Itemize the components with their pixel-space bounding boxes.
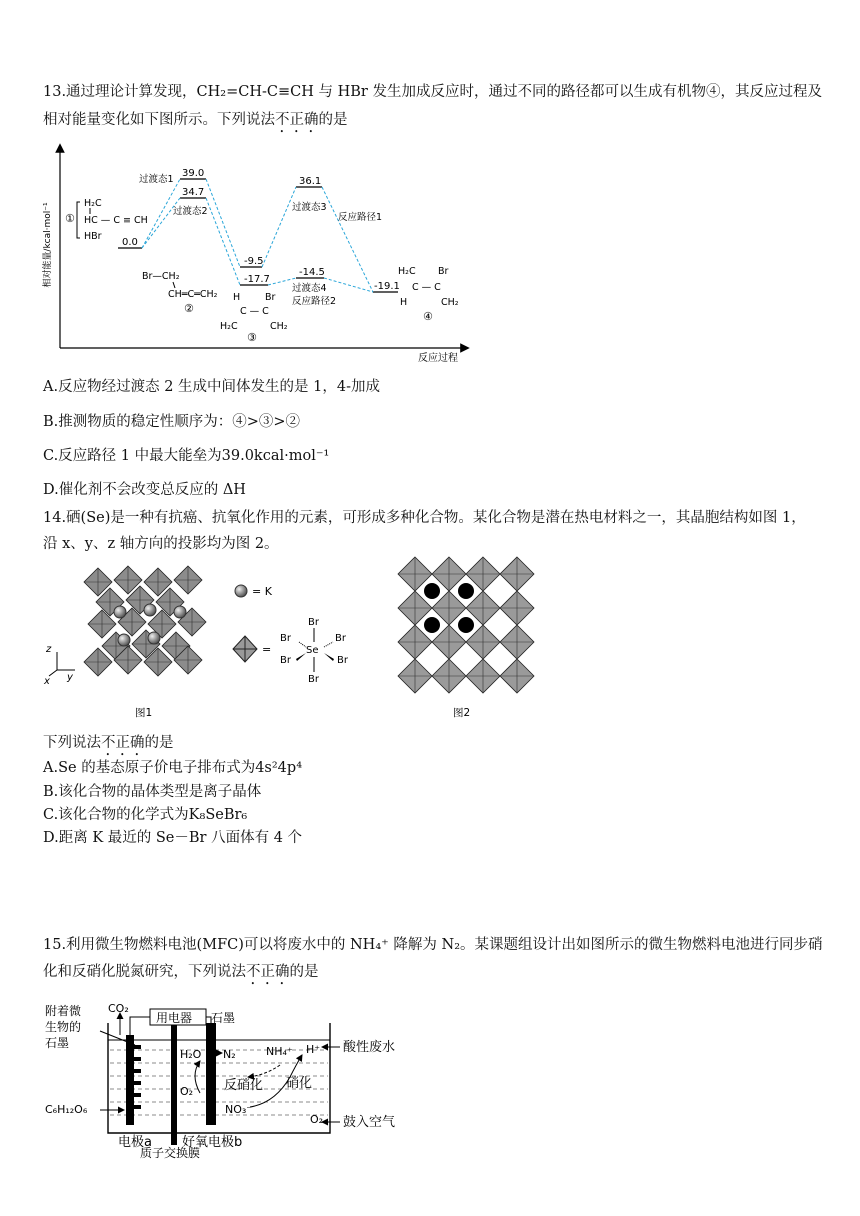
compound4-cc: C — C <box>412 282 441 293</box>
path-ts4-down <box>324 278 373 292</box>
compound2-bottom: CH═C═CH₂ <box>168 289 218 300</box>
reactant-chain: HC — C ≡ CH <box>84 215 148 226</box>
x-axis-label: 反应过程 <box>418 353 458 364</box>
compound4-h2c: H₂C <box>398 266 416 277</box>
q13-stem-line1: 13.通过理论计算发现，CH₂=CH-C≡CH 与 HBr 发生加成反应时，通过不同的路径都可以生成有机物④，其反应过程及 <box>43 84 822 100</box>
compound3-h: H <box>233 292 241 303</box>
y-axis-label: 相对能量/kcal·mol⁻¹ <box>43 202 53 288</box>
q14-option-c: C.该化合物的化学式为K₈SeBr₆ <box>43 807 248 823</box>
k-ion-legend-icon <box>235 585 247 597</box>
hplus-label: H⁺ <box>306 1043 321 1056</box>
path-ts1-down <box>206 179 240 267</box>
label-reactant-1: ① <box>65 212 75 225</box>
q14-option-b: B.该化合物的晶体类型是离子晶体 <box>43 784 262 800</box>
attached-label-2: 生物的 <box>45 1020 82 1034</box>
label-compound-4: ④ <box>423 310 433 323</box>
projected-k-ion <box>458 617 474 633</box>
q13-stem-line2 <box>43 108 348 136</box>
h2o-label: H₂O <box>180 1048 202 1061</box>
q13-option-a: A.反应物经过渡态 2 生成中间体发生的是 1，4-加成 <box>43 379 380 395</box>
value-ts1: 39.0 <box>182 168 205 179</box>
value-ts4: -14.5 <box>299 267 325 278</box>
compound2-top: Br—CH₂ <box>142 271 180 282</box>
compound4-ch2: CH₂ <box>441 297 459 308</box>
svg-text:Br: Br <box>308 617 319 628</box>
o2-b-label: O₂ <box>310 1113 324 1126</box>
legend-eq: = <box>262 643 272 656</box>
label-compound-2: ② <box>184 302 194 315</box>
q15-stem-line2 <box>43 960 319 988</box>
graphite-label: 石墨 <box>211 1011 236 1025</box>
q14-option-a: A.Se 的基态原子价电子排布式为4s²4p⁴ <box>43 760 303 776</box>
co2-label: CO₂ <box>108 1002 129 1015</box>
nitrification-label: 硝化 <box>286 1076 313 1091</box>
n2-label: N₂ <box>223 1048 236 1061</box>
projected-k-ion <box>424 583 440 599</box>
q14-option-d: D.距离 K 最近的 Se－Br 八面体有 4 个 <box>43 830 303 846</box>
axis-z: z <box>46 644 52 655</box>
q14-stem-line2: 沿 x、y、z 轴方向的投影均为图 2。 <box>43 536 279 552</box>
svg-text:Br: Br <box>337 655 348 666</box>
value-product: -19.1 <box>374 281 400 292</box>
path-ts3-down <box>322 187 373 292</box>
svg-text:Br: Br <box>308 674 319 685</box>
q13-option-d: D.催化剂不会改变总反应的 ΔH <box>43 482 246 498</box>
reactant-hbr: HBr <box>84 231 102 242</box>
mfc-diagram <box>40 995 420 1160</box>
o2-a-label: O₂ <box>180 1085 194 1098</box>
k-ion <box>174 606 186 618</box>
q14-prompt-a: 下列说法 <box>43 735 101 751</box>
q14-prompt <box>43 731 174 759</box>
se-br6-structure <box>280 617 349 685</box>
electrode-b <box>206 1023 216 1125</box>
value-start: 0.0 <box>122 237 138 248</box>
glucose-label: C₆H₁₂O₆ <box>45 1103 88 1116</box>
label-compound-3: ③ <box>247 331 257 344</box>
compound3-br: Br <box>265 292 276 303</box>
compound4-br: Br <box>438 266 449 277</box>
svg-text:Br: Br <box>335 633 346 644</box>
q13-stem-text-b: 的是 <box>318 112 348 128</box>
label-ts3: 过渡态3 <box>292 202 327 213</box>
k-ion <box>114 606 126 618</box>
octahedra-cell <box>84 566 206 676</box>
q13-stem-text-a: 相对能量变化如下图所示。下列说法 <box>43 112 275 128</box>
k-ion <box>118 634 130 646</box>
q15-stem-emphasis: 不正确 <box>246 964 290 980</box>
q13-option-c: C.反应路径 1 中最大能垒为39.0kcal·mol⁻¹ <box>43 448 330 464</box>
q15-stem-line1: 15.利用微生物燃料电池(MFC)可以将废水中的 NH₄⁺ 降解为 N₂。某课题组设计出如图所示的微生物燃料电池进行同步硝 <box>43 937 823 953</box>
q13-option-b: B.推测物质的稳定性顺序为：④>③>② <box>43 414 301 430</box>
q15-stem-text-b: 的是 <box>289 964 319 980</box>
q14-stem-line1: 14.硒(Se)是一种有抗癌、抗氧化作用的元素，可形成多种化合物。某化合物是潜在热电材料之一，其晶胞结构如图 1， <box>43 510 806 526</box>
figure-2-projection <box>395 555 535 721</box>
axis-y: y <box>67 672 73 683</box>
k-ion <box>148 632 160 644</box>
fig2-caption: 图2 <box>453 707 471 719</box>
figure-1-crystal <box>40 560 370 720</box>
acid-wastewater-label: 酸性废水 <box>343 1040 396 1055</box>
reactant-h2c: H₂C <box>84 198 102 209</box>
value-ts3: 36.1 <box>299 176 322 187</box>
label-ts4: 过渡态4 <box>292 283 327 294</box>
label-ts1: 过渡态1 <box>139 174 174 185</box>
value-int-a: -9.5 <box>244 256 264 267</box>
q14-prompt-b: 的是 <box>144 735 174 751</box>
fig1-caption: 图1 <box>135 707 153 719</box>
axis-x: x <box>44 676 50 687</box>
label-ts2: 过渡态2 <box>173 206 208 217</box>
q14-prompt-emphasis: 不正确 <box>101 735 145 751</box>
compound4-h: H <box>400 297 408 308</box>
attached-label-1: 附着微 <box>45 1004 82 1018</box>
legend-k: = K <box>252 585 272 598</box>
air-label: 鼓入空气 <box>343 1115 396 1130</box>
membrane-label: 质子交换膜 <box>140 1146 201 1160</box>
projected-k-ion <box>424 617 440 633</box>
path-to-ts3 <box>262 187 296 267</box>
proton-exchange-membrane <box>171 1025 177 1145</box>
value-ts2: 34.7 <box>182 187 205 198</box>
compound3-ch2: CH₂ <box>270 321 288 332</box>
svg-text:Br: Br <box>280 633 291 644</box>
electrode-b-label: 好氧电极b <box>182 1135 243 1150</box>
device-label: 用电器 <box>156 1011 193 1025</box>
q13-stem-emphasis: 不正确 <box>275 112 319 128</box>
k-ion <box>144 604 156 616</box>
label-path1: 反应路径1 <box>338 212 383 223</box>
attached-label-3: 石墨 <box>45 1036 70 1050</box>
nh4-label: NH₄⁺ <box>266 1045 293 1058</box>
compound3-cc: C — C <box>240 306 269 317</box>
projected-k-ion <box>458 583 474 599</box>
path-ts2-down <box>206 198 240 285</box>
compound3-h2c: H₂C <box>220 321 238 332</box>
no3-label: NO₃⁻ <box>225 1103 253 1116</box>
q15-stem-text-a: 化和反硝化脱氮研究，下列说法 <box>43 964 246 980</box>
electrode-a-label: 电极a <box>118 1135 152 1150</box>
energy-diagram <box>40 140 480 365</box>
value-int-b: -17.7 <box>244 274 270 285</box>
electrode-a <box>126 1035 134 1125</box>
svg-text:Br: Br <box>280 655 291 666</box>
projection-grid <box>398 557 534 693</box>
denitrification-label: 反硝化 <box>224 1078 264 1093</box>
se-atom: Se <box>306 645 319 656</box>
label-path2: 反应路径2 <box>292 296 337 307</box>
